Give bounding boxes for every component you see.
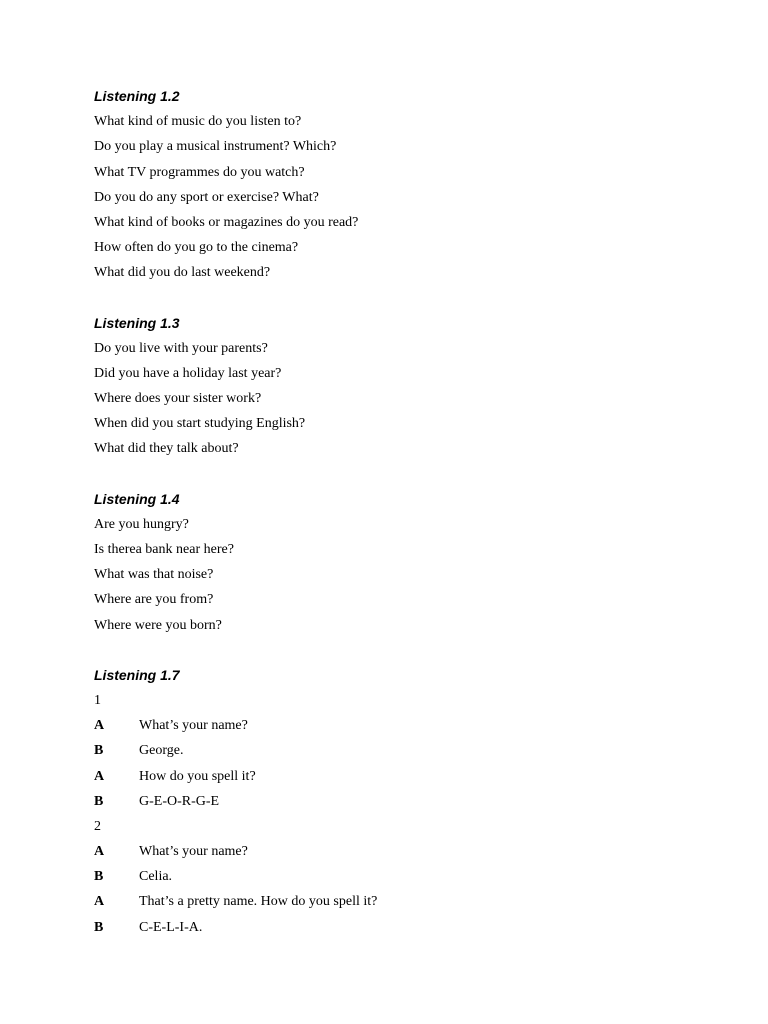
dialogue-turn: [94, 889, 734, 914]
dialogue-turn: [94, 839, 734, 864]
speaker-label: B: [94, 793, 104, 809]
question-line: Do you do any sport or exercise? What?: [94, 189, 319, 205]
section-heading: Listening 1.7: [94, 666, 180, 683]
section-heading: Listening 1.2: [94, 88, 180, 104]
question-line: What did you do last weekend?: [94, 265, 271, 281]
dialogue-turn: [94, 738, 734, 763]
question-line: Where were you born?: [94, 617, 222, 633]
section-heading: Listening 1.3: [94, 314, 180, 331]
question-line: What kind of books or magazines do you read?: [94, 214, 359, 230]
dialogue-turn: [94, 915, 734, 940]
question-line: Do you live with your parents?: [94, 340, 268, 356]
question-line: Do you play a musical instrument? Which?: [94, 139, 337, 155]
question-line: What kind of music do you listen to?: [94, 114, 302, 130]
question-line: Where are you from?: [94, 592, 214, 608]
speaker-label: A: [94, 894, 105, 910]
dialogue-turn: [94, 789, 734, 814]
speaker-label: A: [94, 718, 105, 734]
utterance: G-E-O-R-G-E: [139, 793, 220, 809]
speaker-label: A: [94, 768, 105, 784]
dialogue-turn: [94, 713, 734, 738]
utterance: How do you spell it?: [139, 768, 256, 784]
speaker-label: B: [94, 869, 104, 885]
dialogue-turn: [94, 764, 734, 789]
dialogue-number: 1: [94, 692, 101, 708]
question-line: How often do you go to the cinema?: [94, 240, 299, 256]
section-listening-1-4: [94, 487, 734, 638]
dialogue-number: 2: [94, 818, 101, 834]
utterance: That’s a pretty name. How do you spell it?: [139, 894, 378, 910]
dialogue-turn: [94, 864, 734, 889]
speaker-label: A: [94, 844, 105, 860]
utterance: C-E-L-I-A.: [139, 919, 203, 935]
utterance: George.: [139, 743, 184, 759]
utterance: What’s your name?: [139, 718, 248, 734]
section-listening-1-3: [94, 311, 734, 462]
question-line: Where does your sister work?: [94, 391, 262, 407]
document-page: [94, 84, 734, 965]
utterance: What’s your name?: [139, 844, 248, 860]
section-heading: Listening 1.4: [94, 490, 180, 507]
question-line: What did they talk about?: [94, 441, 239, 457]
section-listening-1-2: [94, 84, 734, 286]
question-line: Did you have a holiday last year?: [94, 365, 282, 381]
speaker-label: B: [94, 919, 104, 935]
question-line: Is therea bank near here?: [94, 542, 234, 557]
question-line: Are you hungry?: [94, 516, 189, 532]
question-line: What TV programmes do you watch?: [94, 164, 305, 180]
question-line: When did you start studying English?: [94, 416, 306, 432]
section-listening-1-7: [94, 663, 734, 940]
speaker-label: B: [94, 743, 104, 759]
utterance: Celia.: [139, 869, 173, 885]
question-line: What was that noise?: [94, 567, 214, 583]
